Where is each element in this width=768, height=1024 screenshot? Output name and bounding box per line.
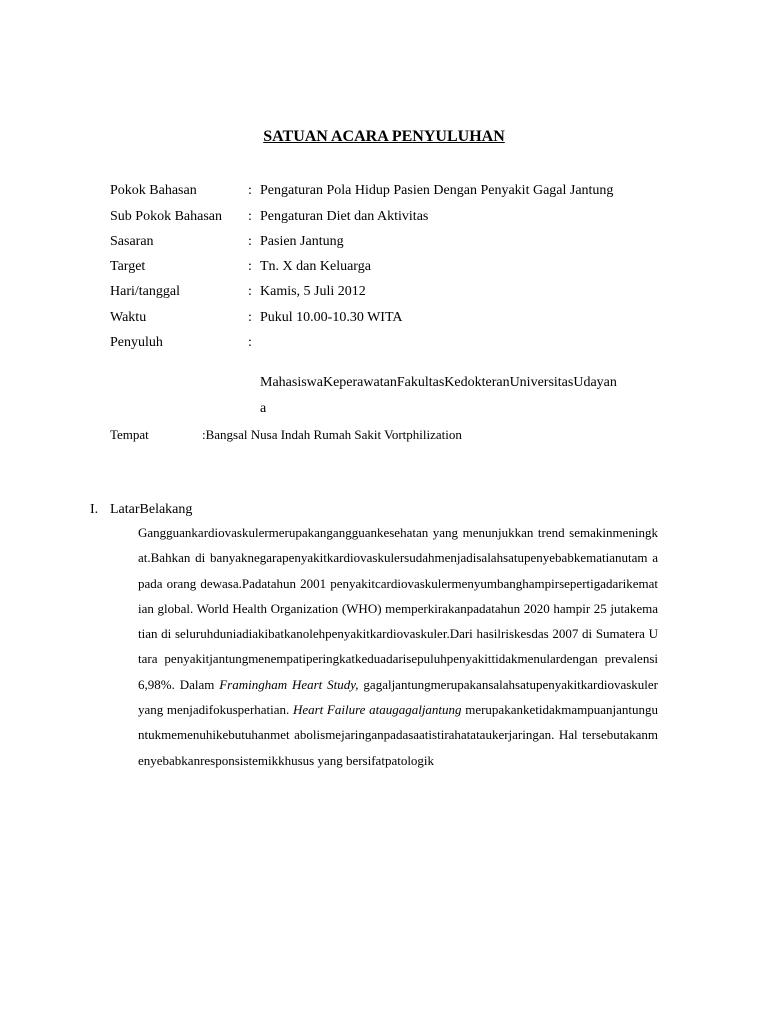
body-text-italic: Heart Failure ataugagaljantung xyxy=(292,702,462,718)
penyuluh-value-line2: a xyxy=(260,401,267,416)
field-colon: : xyxy=(248,209,252,224)
field-label: Sasaran xyxy=(110,234,154,249)
body-text-italic: Framingham Heart Study, xyxy=(219,676,359,692)
field-label: Pokok Bahasan xyxy=(110,183,197,198)
field-colon: : xyxy=(248,183,252,198)
field-colon: : xyxy=(248,335,252,350)
field-colon: : xyxy=(248,259,252,274)
field-value: Tn. X dan Keluarga xyxy=(260,259,371,274)
field-label: Hari/tanggal xyxy=(110,284,180,299)
field-value: Kamis, 5 Juli 2012 xyxy=(260,284,366,299)
field-value: Pengaturan Pola Hidup Pasien Dengan Penyakit Gagal Jantung xyxy=(260,183,614,198)
document-title: SATUAN ACARA PENYULUHAN xyxy=(263,128,505,145)
field-colon: : xyxy=(248,284,252,299)
field-colon: : xyxy=(248,310,252,325)
section-number: I. xyxy=(90,502,99,517)
body-text: merupakanketidakmampuanjantunguntukmemenuhikebutuhanmet abolismejaringanpadasaatistirahatataukerjaringan. Hal tersebutakanmenyebabkanresponsistemikkhusus yang bersifatpatologik xyxy=(138,702,658,768)
body-text: gagaljantungmerupakansalahsatupenyakitkardiovaskuler yang menjadifokusperhatian. xyxy=(138,676,658,718)
field-label: Waktu xyxy=(110,310,147,325)
body-text: Gangguankardiovaskulermerupakangangguankesehatan yang menunjukkan trend semakinmeningkat.Bahkan di banyaknegarapenyakitkardiovaskulersudahmenjadisalahsatupenyebabkematianutam apada orang dewasa.Padatahun 2001 penyakitcardiovaskulermenyumbanghampirsepertigadarikematian global. World Health Organization (WHO) memperkirakanpadatahun 2020 hampir 25 jutakematian di seluruhduniadiakibatkanolehpenyakitkardiovaskuler.Dari hasilriskesdas 2007 di Sumatera Utara penyakitjantungmenempatiperingkatkeduadarisepuluhpenyakittidakmenulardengan prevalensi 6,98%. Dalam xyxy=(138,525,658,692)
field-value: Pukul 10.00-10.30 WITA xyxy=(260,310,403,325)
field-colon: : xyxy=(248,234,252,249)
section-body-paragraph xyxy=(138,520,658,773)
section-title: LatarBelakang xyxy=(110,502,193,517)
field-tempat-label: Tempat xyxy=(110,427,149,442)
field-value: Pasien Jantung xyxy=(260,234,344,249)
field-label: Penyuluh xyxy=(110,335,163,350)
field-label: Sub Pokok Bahasan xyxy=(110,209,222,224)
penyuluh-value-line1: MahasiswaKeperawatanFakultasKedokteranUniversitasUdayan xyxy=(260,375,617,390)
field-value: Pengaturan Diet dan Aktivitas xyxy=(260,209,429,224)
field-tempat-value: :Bangsal Nusa Indah Rumah Sakit Vortphilization xyxy=(202,427,462,442)
field-label: Target xyxy=(110,259,146,274)
